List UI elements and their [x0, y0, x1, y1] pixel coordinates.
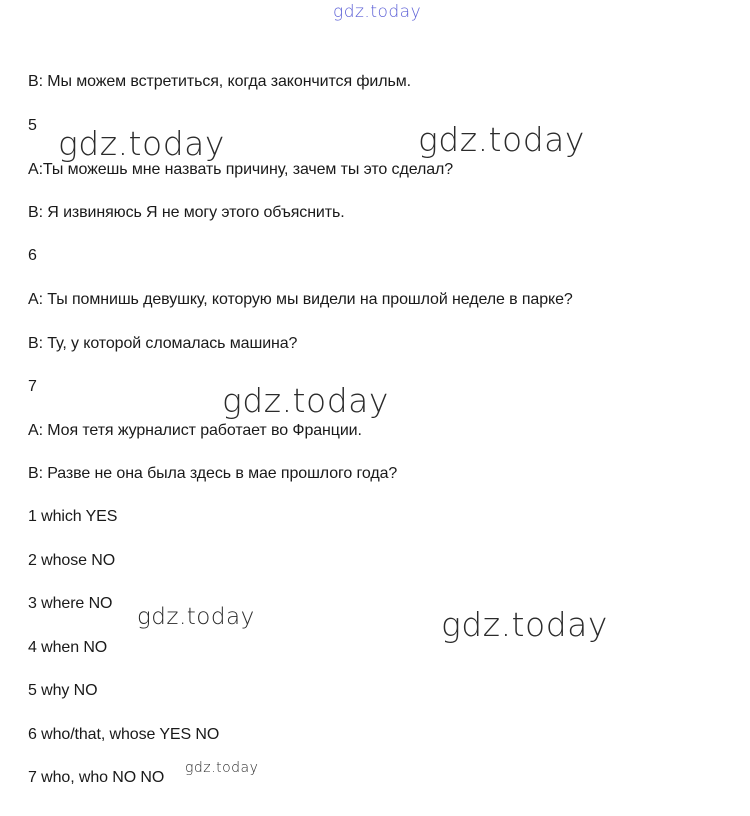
watermark-center-1: gdz.today: [222, 381, 389, 420]
text-line-b-may: B: Разве не она была здесь в мае прошлого года?: [28, 465, 398, 482]
section-number-5: 5: [28, 117, 37, 134]
text-line-b-car: B: Ту, у которой сломалась машина?: [28, 335, 298, 352]
answer-2: 2 whose NO: [28, 552, 116, 569]
watermark-top: gdz.today: [333, 2, 422, 22]
answer-3: 3 where NO: [28, 595, 113, 612]
text-line-a-girl: А: Ты помнишь девушку, которую мы видели на прошлой неделе в парке?: [28, 291, 573, 308]
answer-5: 5 why NO: [28, 682, 98, 699]
watermark-tiny-1: gdz.today: [185, 760, 259, 776]
watermark-right-1: gdz.today: [418, 120, 585, 159]
text-line-a-aunt: А: Моя тетя журналист работает во Франции.: [28, 422, 362, 439]
text-line-b-meet: B: Мы можем встретиться, когда закончится фильм.: [28, 73, 411, 90]
answer-4: 4 when NO: [28, 639, 108, 656]
text-line-a-reason: А:Ты можешь мне назвать причину, зачем ты это сделал?: [28, 161, 454, 178]
watermark-right-2: gdz.today: [441, 605, 608, 644]
section-number-7: 7: [28, 378, 37, 395]
watermark-small-1: gdz.today: [137, 604, 255, 630]
answer-7: 7 who, who NO NO: [28, 769, 165, 786]
watermark-left-1: gdz.today: [58, 124, 225, 163]
text-line-b-sorry: B: Я извиняюсь Я не могу этого объяснить.: [28, 204, 345, 221]
section-number-6: 6: [28, 247, 37, 264]
answer-1: 1 which YES: [28, 508, 118, 525]
answer-6: 6 who/that, whose YES NO: [28, 726, 220, 743]
